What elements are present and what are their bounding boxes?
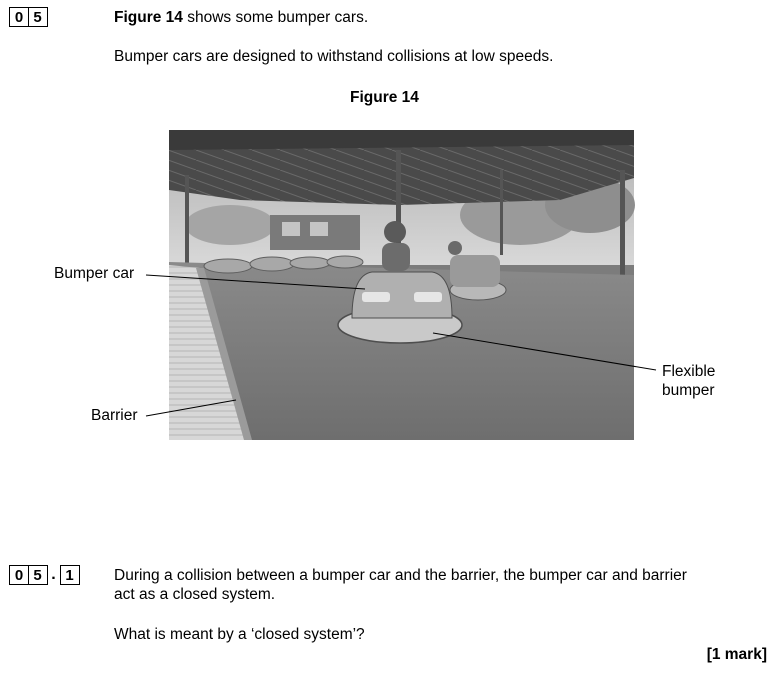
marks-allocation: [1 mark] bbox=[706, 646, 767, 663]
label-flexible: Flexible bbox=[662, 363, 716, 380]
figure-reference: Figure 14 bbox=[114, 9, 183, 26]
subquestion-prompt: What is meant by a ‘closed system’? bbox=[114, 626, 365, 643]
bumper-car-photo bbox=[169, 130, 635, 440]
subquestion-text-line1: During a collision between a bumper car and the barrier, the bumper car and barrier bbox=[114, 567, 687, 584]
question-digit: 5 bbox=[28, 7, 48, 27]
label-bumper-car: Bumper car bbox=[54, 265, 135, 282]
subquestion-number-box bbox=[9, 565, 78, 585]
figure-title: Figure 14 bbox=[350, 89, 419, 106]
label-barrier: Barrier bbox=[91, 407, 138, 424]
subquestion-digit: 0 bbox=[9, 565, 29, 585]
question-statement: Bumper cars are designed to withstand collisions at low speeds. bbox=[114, 48, 554, 65]
subquestion-separator: . bbox=[51, 566, 56, 583]
subquestion-digit: 1 bbox=[60, 565, 80, 585]
subquestion-text-line2: act as a closed system. bbox=[114, 586, 276, 603]
label-bumper: bumper bbox=[662, 382, 715, 399]
subquestion-digit: 5 bbox=[28, 565, 48, 585]
question-digit: 0 bbox=[9, 7, 29, 27]
intro-text: shows some bumper cars. bbox=[182, 9, 369, 26]
